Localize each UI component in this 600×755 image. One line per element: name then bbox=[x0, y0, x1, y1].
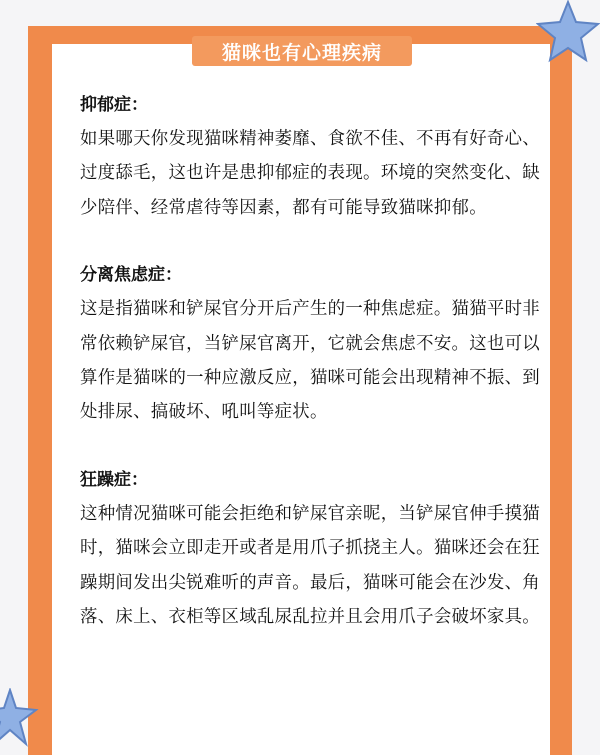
star-icon bbox=[536, 0, 600, 64]
section-text: 这是指猫咪和铲屎官分开后产生的一种焦虑症。猫猫平时非常依赖铲屎官，当铲屎官离开，它就会焦虑不安。这也可以算作是猫咪的一种应激反应，猫咪可能会出现精神不振、到处排尿、搞破坏、吼叫等症状。 bbox=[80, 299, 540, 423]
section-text: 如果哪天你发现猫咪精神萎靡、食欲不佳、不再有好奇心、过度舔毛，这也许是患抑郁症的表现。环境的突然变化、缺少陪伴、经常虐待等因素，都有可能导致猫咪抑郁。 bbox=[80, 129, 540, 218]
section-mania bbox=[80, 463, 540, 635]
page-title: 猫咪也有心理疾病 bbox=[221, 41, 382, 64]
section-separation-anxiety bbox=[80, 258, 540, 430]
section-depression bbox=[80, 88, 540, 225]
article-body bbox=[80, 88, 540, 667]
section-text: 这种情况猫咪可能会拒绝和铲屎官亲昵，当铲屎官伸手摸猫时，猫咪会立即走开或者是用爪子抓挠主人。猫咪还会在狂躁期间发出尖锐难听的声音。最后，猫咪可能会在沙发、角落、床上、衣柜等区域乱尿乱拉并且会用爪子会破坏家具。 bbox=[80, 503, 540, 628]
title-banner bbox=[192, 36, 412, 66]
section-heading: 分离焦虑症： bbox=[80, 265, 182, 286]
section-heading: 抑郁症： bbox=[80, 95, 148, 115]
section-heading: 狂躁症： bbox=[80, 469, 148, 490]
star-icon bbox=[0, 688, 48, 748]
